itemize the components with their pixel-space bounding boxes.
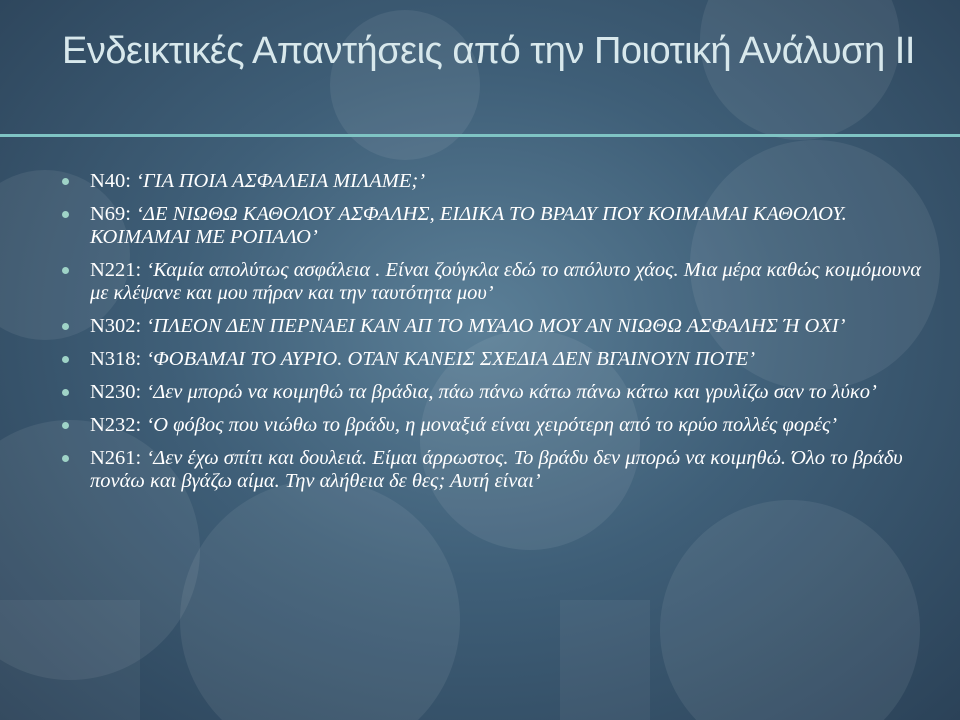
bullet-icon <box>62 178 69 185</box>
respondent-code: Ν40: <box>90 170 131 192</box>
list-item <box>62 259 922 305</box>
respondent-code: Ν69: <box>90 203 131 225</box>
bullet-icon <box>62 267 69 274</box>
respondent-code: Ν261: <box>90 447 142 469</box>
bullet-icon <box>62 455 69 462</box>
quote-list <box>62 170 922 503</box>
list-item <box>62 348 922 371</box>
list-item <box>62 315 922 338</box>
list-item <box>62 381 922 404</box>
decor-square <box>560 600 650 720</box>
respondent-code: Ν302: <box>90 315 142 337</box>
respondent-quote: ‘ΔΕ ΝΙΩΘΩ ΚΑΘΟΛΟΥ ΑΣΦΑΛΗΣ, ΕΙΔΙΚΑ ΤΟ ΒΡΑΔΥ ΠΟΥ ΚΟΙΜΑΜΑΙ ΚΑΘΟΛΟΥ. ΚΟΙΜΑΜΑΙ ΜΕ ΡΟΠΑΛΟ’ <box>90 203 847 248</box>
list-item <box>62 447 922 493</box>
slide-title: Ενδεικτικές Απαντήσεις από την Ποιοτική Ανάλυση ΙΙ <box>62 30 915 72</box>
respondent-code: Ν318: <box>90 348 142 370</box>
title-divider <box>0 134 960 137</box>
respondent-quote: ‘ΠΛΕΟΝ ΔΕΝ ΠΕΡΝΑΕΙ ΚΑΝ ΑΠ ΤΟ ΜΥΑΛΟ ΜΟΥ ΑΝ ΝΙΩΘΩ ΑΣΦΑΛΗΣ Ή ΟΧΙ’ <box>146 315 846 337</box>
bullet-icon <box>62 323 69 330</box>
respondent-quote: ‘ΦΟΒΑΜΑΙ ΤΟ ΑΥΡΙΟ. ΟΤΑΝ ΚΑΝΕΙΣ ΣΧΕΔΙΑ ΔΕΝ ΒΓΑΙΝΟΥΝ ΠΟΤΕ’ <box>146 348 756 370</box>
decor-circle <box>660 500 920 720</box>
bullet-icon <box>62 211 69 218</box>
respondent-code: Ν232: <box>90 414 142 436</box>
respondent-code: Ν230: <box>90 381 142 403</box>
list-item <box>62 203 922 249</box>
list-item <box>62 414 922 437</box>
bullet-icon <box>62 389 69 396</box>
bullet-icon <box>62 422 69 429</box>
respondent-quote: ‘Δεν μπορώ να κοιμηθώ τα βράδια, πάω πάνω κάτω πάνω κάτω και γρυλίζω σαν το λύκο’ <box>146 381 877 403</box>
decor-square <box>0 600 140 720</box>
list-item <box>62 170 922 193</box>
respondent-quote: ‘Καμία απολύτως ασφάλεια . Είναι ζούγκλα εδώ το απόλυτο χάος. Μια μέρα καθώς κοιμόμουνα με κλέψανε και μου πήραν και την ταυτότητα μου’ <box>90 259 922 304</box>
respondent-quote: ‘Δεν έχω σπίτι και δουλειά. Είμαι άρρωστος. Το βράδυ δεν μπορώ να κοιμηθώ. Όλο το βράδυ πονάω και βγάζω αίμα. Την αλήθεια δε θες; Αυτή είναι’ <box>90 447 903 492</box>
respondent-code: Ν221: <box>90 259 142 281</box>
respondent-quote: ‘ΓΙΑ ΠΟΙΑ ΑΣΦΑΛΕΙΑ ΜΙΛΑΜΕ;’ <box>136 170 426 192</box>
bullet-icon <box>62 356 69 363</box>
respondent-quote: ‘Ο φόβος που νιώθω το βράδυ, η μοναξιά είναι χειρότερη από το κρύο πολλές φορές’ <box>146 414 838 436</box>
decor-circle <box>180 480 460 720</box>
